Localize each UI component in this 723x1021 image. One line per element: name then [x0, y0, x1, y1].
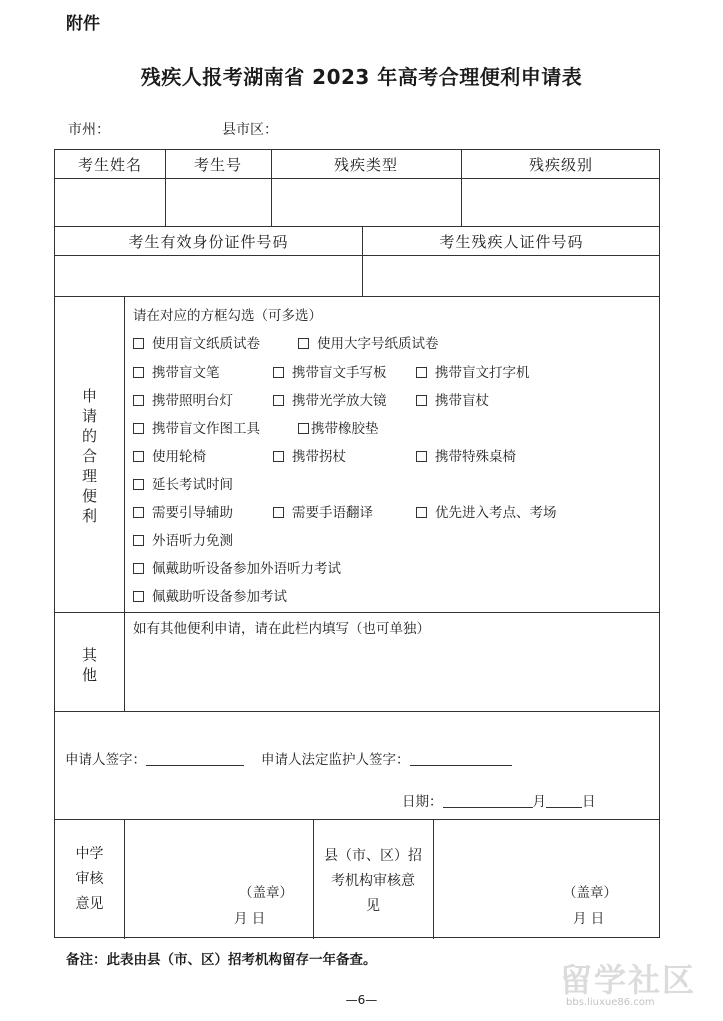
apply-accommodation-label: 申 请 的 合 理 便 利	[81, 387, 97, 525]
header-id-number: 考生有效身份证件号码	[128, 233, 289, 251]
form-remark: 备注：此表由县（市、区）招考机构留存一年备查。	[66, 952, 377, 968]
checkbox[interactable]	[133, 395, 144, 406]
county-label: 县市区：	[222, 122, 278, 138]
option-braille-typewriter[interactable]: 携带盲文打字机	[416, 361, 530, 381]
col-divider	[124, 819, 125, 939]
checkbox[interactable]	[298, 338, 309, 349]
checkbox[interactable]	[133, 591, 144, 602]
option-crutches[interactable]: 携带拐杖	[273, 445, 346, 465]
school-review-label: 中学 审核 意见	[75, 846, 104, 912]
option-large-print-paper[interactable]: 使用大字号纸质试卷	[298, 332, 439, 352]
row-divider	[55, 711, 659, 712]
signature-date[interactable]: 日期： 月 日	[402, 794, 596, 810]
school-review-date: 月 日	[234, 911, 266, 927]
checkbox[interactable]	[416, 395, 427, 406]
checkbox[interactable]	[133, 479, 144, 490]
header-exam-number: 考生号	[193, 156, 242, 174]
page-number: —6—	[345, 993, 378, 1007]
row-divider	[55, 612, 659, 613]
option-desk-lamp[interactable]: 携带照明台灯	[133, 389, 233, 409]
checkbox[interactable]	[416, 367, 427, 378]
checkbox-instruction: 请在对应的方框勾选（可多选）	[133, 308, 322, 324]
checkbox[interactable]	[133, 535, 144, 546]
header-disability-type: 残疾类型	[333, 156, 398, 174]
row-divider	[55, 226, 659, 227]
option-listening-exemption[interactable]: 外语听力免测	[133, 529, 233, 549]
option-extended-time[interactable]: 延长考试时间	[133, 473, 233, 493]
option-optical-magnifier[interactable]: 携带光学放大镜	[273, 389, 387, 409]
attachment-label: 附件	[66, 14, 100, 34]
other-request-hint: 如有其他便利申请，请在此栏内填写（也可单独）	[133, 621, 430, 637]
checkbox[interactable]	[273, 395, 284, 406]
watermark-logo-text: 留学社区	[560, 961, 697, 999]
checkbox[interactable]	[416, 451, 427, 462]
county-review-date: 月 日	[573, 911, 605, 927]
option-hearing-aid-exam[interactable]: 佩戴助听设备参加考试	[133, 585, 287, 605]
applicant-signature[interactable]: 申请人签字：	[65, 748, 244, 768]
checkbox[interactable]	[416, 507, 427, 518]
col-divider	[124, 296, 125, 711]
option-rubber-mat[interactable]: 携带橡胶垫	[298, 417, 379, 437]
form-title: 残疾人报考湖南省 2023 年高考合理便利申请表	[140, 65, 583, 89]
header-name: 考生姓名	[77, 156, 142, 174]
checkbox[interactable]	[133, 367, 144, 378]
option-wheelchair[interactable]: 使用轮椅	[133, 445, 206, 465]
guardian-signature[interactable]: 申请人法定监护人签字：	[261, 748, 512, 768]
checkbox[interactable]	[133, 563, 144, 574]
col-divider	[433, 819, 434, 939]
option-special-desk-chair[interactable]: 携带特殊桌椅	[416, 445, 516, 465]
site-watermark	[560, 955, 720, 1015]
checkbox[interactable]	[133, 423, 144, 434]
option-guided-assistance[interactable]: 需要引导辅助	[133, 501, 233, 521]
option-sign-language[interactable]: 需要手语翻译	[273, 501, 373, 521]
checkbox[interactable]	[273, 507, 284, 518]
checkbox[interactable]	[273, 451, 284, 462]
school-stamp-label: （盖章）	[239, 885, 293, 901]
watermark-url: bbs.liuxue86.com	[566, 997, 655, 1008]
header-disability-certificate: 考生残疾人证件号码	[439, 233, 584, 251]
row-divider	[55, 296, 659, 297]
header-disability-level: 残疾级别	[528, 156, 593, 174]
option-braille-drawing-tools[interactable]: 携带盲文作图工具	[133, 417, 260, 437]
county-review-label: 县（市、区）招 考机构审核意 见	[324, 848, 422, 914]
row-divider	[55, 178, 659, 179]
checkbox[interactable]	[133, 507, 144, 518]
option-white-cane[interactable]: 携带盲杖	[416, 389, 489, 409]
application-form-table	[54, 149, 660, 938]
checkbox[interactable]	[298, 423, 309, 434]
checkbox[interactable]	[133, 338, 144, 349]
row-divider	[55, 819, 659, 820]
option-braille-pen[interactable]: 携带盲文笔	[133, 361, 220, 381]
checkbox[interactable]	[133, 451, 144, 462]
other-label: 其 他	[81, 646, 97, 684]
county-stamp-label: （盖章）	[563, 885, 617, 901]
option-braille-writing-board[interactable]: 携带盲文手写板	[273, 361, 387, 381]
option-priority-entry[interactable]: 优先进入考点、考场	[416, 501, 557, 521]
checkbox[interactable]	[273, 367, 284, 378]
row-divider	[55, 255, 659, 256]
option-hearing-aid-listening[interactable]: 佩戴助听设备参加外语听力考试	[133, 557, 341, 577]
city-label: 市州：	[68, 122, 110, 138]
option-braille-paper[interactable]: 使用盲文纸质试卷	[133, 332, 260, 352]
